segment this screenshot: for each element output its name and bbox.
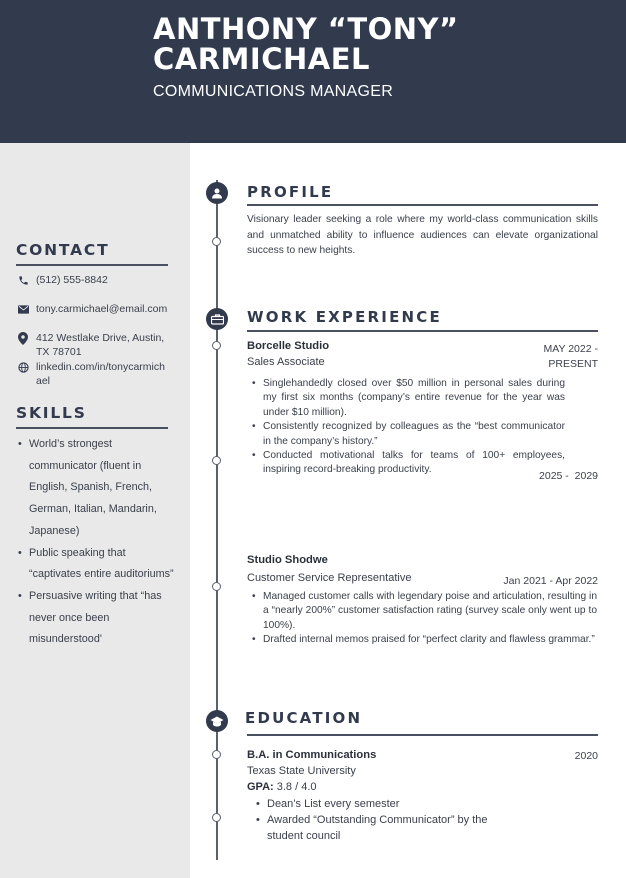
list-item: • Public speaking that “captivates entire auditoriums” — [16, 543, 176, 586]
skills-divider — [16, 427, 168, 429]
timeline-dot — [212, 582, 221, 591]
briefcase-icon — [206, 308, 228, 330]
job-extra-date: 2025 - 2029 — [539, 470, 598, 482]
job-date: Jan 2021 - Apr 2022 — [503, 575, 598, 587]
list-item: • Drafted internal memos praised for “perfect clarity and flawless grammar.” — [252, 633, 597, 647]
job-company: Borcelle Studio — [247, 340, 330, 352]
phone-text: (512) 555-8842 — [36, 274, 108, 286]
profile-user-icon — [206, 182, 228, 204]
gpa-label: GPA: — [247, 781, 274, 793]
gpa — [247, 781, 317, 793]
address-text: 412 Westlake Drive, Austin, TX 78701 — [36, 332, 165, 358]
contact-phone — [16, 273, 176, 287]
contact-divider — [16, 264, 168, 266]
work-divider — [247, 330, 598, 332]
timeline-dot — [212, 341, 221, 350]
linkedin-text[interactable]: linkedin.com/in/tonycarmichael — [36, 361, 165, 387]
profile-divider — [247, 204, 598, 206]
job-date: MAY 2022 - PRESENT — [543, 343, 598, 370]
list-item: • Dean’s List every semester — [256, 796, 516, 812]
email-icon — [16, 302, 30, 316]
education-divider — [247, 734, 598, 736]
job-position: Sales Associate — [247, 356, 325, 368]
phone-icon — [16, 273, 30, 287]
list-item: • Singlehandedly closed over $50 million in personal sales during my first six months (company’s entire revenue for the year was under $10 million). — [252, 377, 565, 420]
job-title: COMMUNICATIONS MANAGER — [153, 83, 394, 100]
timeline-dot — [212, 813, 221, 822]
contact-address — [16, 331, 176, 359]
education-bullets — [256, 796, 516, 844]
candidate-name: ANTHONY “TONY” CARMICHAEL — [153, 12, 459, 76]
graduation-year: 2020 — [574, 750, 598, 762]
skills-heading: SKILLS — [16, 404, 87, 422]
location-pin-icon — [16, 331, 30, 345]
contact-email — [16, 302, 176, 316]
list-item: • Awarded “Outstanding Communicator” by the student council — [256, 812, 516, 844]
header-banner — [0, 0, 626, 143]
job-company: Studio Shodwe — [247, 554, 328, 566]
degree: B.A. in Communications — [247, 749, 377, 761]
graduation-cap-icon — [206, 710, 228, 732]
skills-list — [16, 434, 176, 651]
education-heading: EDUCATION — [245, 709, 363, 727]
list-item: • Conducted motivational talks for teams of 100+ employees, inspiring record-breaking productivity. — [252, 449, 565, 478]
gpa-value: 3.8 / 4.0 — [273, 781, 317, 793]
globe-icon — [16, 360, 30, 374]
profile-text: Visionary leader seeking a role where my world-class communication skills and unmatched ability to influence audiences can elevate organizational success to new heights. — [247, 214, 598, 256]
list-item: • Managed customer calls with legendary poise and articulation, resulting in a “nearly 200%” customer satisfaction rating (survey scale only went up to 100%). — [252, 590, 597, 633]
contact-linkedin — [16, 360, 176, 388]
email-text: tony.carmichael@email.com — [36, 303, 168, 315]
job-bullets — [252, 377, 565, 478]
timeline-dot — [212, 750, 221, 759]
list-item: • Consistently recognized by colleagues as the “best communicator in the company’s history.” — [252, 420, 565, 449]
work-heading: WORK EXPERIENCE — [247, 308, 442, 326]
school-name: Texas State University — [247, 765, 356, 777]
list-item: • Persuasive writing that “has never once been misunderstood' — [16, 586, 176, 651]
contact-heading: CONTACT — [16, 241, 110, 259]
timeline-dot — [212, 237, 221, 246]
job-bullets — [252, 590, 597, 648]
profile-heading: PROFILE — [247, 183, 334, 201]
timeline-dot — [212, 456, 221, 465]
job-position: Customer Service Representative — [247, 572, 412, 584]
list-item: • World’s strongest communicator (fluent in English, Spanish, French, German, Italian, Mandarin, Japanese) — [16, 434, 176, 543]
